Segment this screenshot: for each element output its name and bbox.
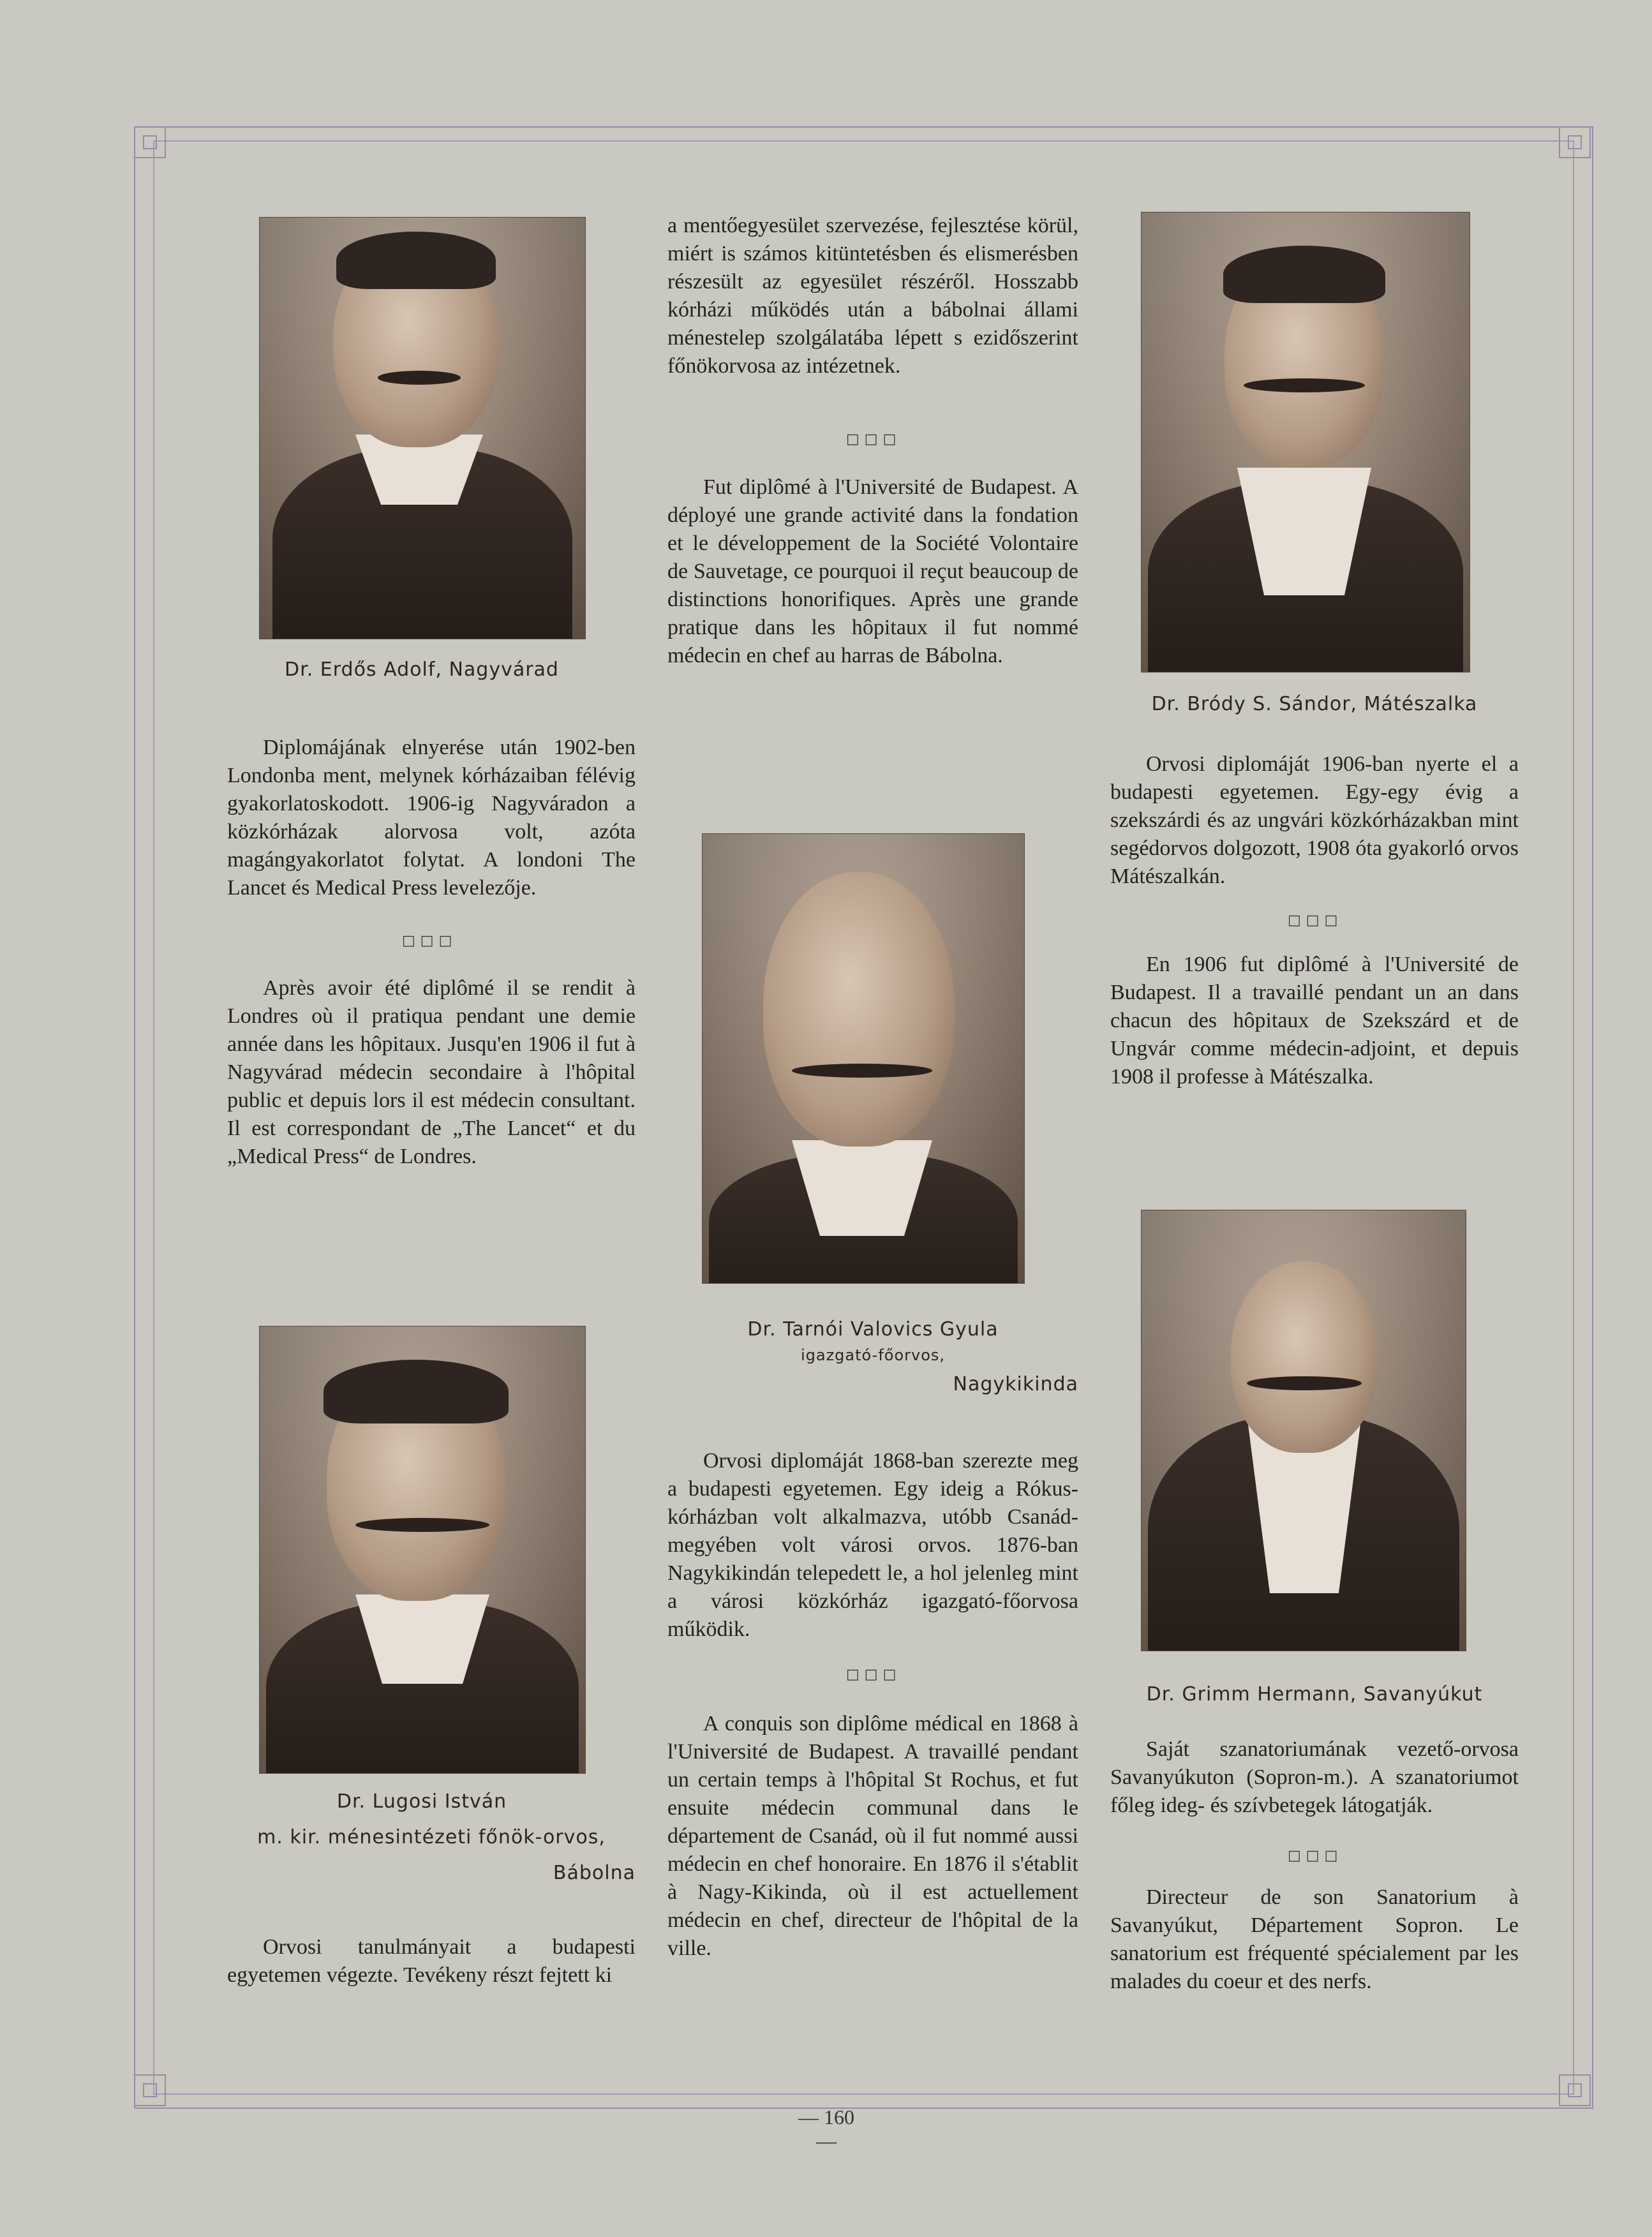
frame-corner-ornament: [134, 2074, 166, 2106]
bio-text: Saját szanatoriumának vezető-orvosa Savanyúkuton (Sopron-m.). A szanatoriumot főleg ideg- és szívbetegek látogatják.: [1110, 1737, 1519, 1817]
caption-erdos: Dr. Erdős Adolf, Nagyvárad: [285, 658, 559, 681]
bio-grimm-fr: [1110, 1884, 1519, 1996]
separator-ornament: □□□: [846, 1667, 902, 1683]
page-number: — 160 —: [798, 2106, 854, 2152]
caption-lugosi-name: Dr. Lugosi István: [336, 1790, 507, 1813]
caption-brody: Dr. Bródy S. Sándor, Mátészalka: [1151, 693, 1478, 715]
caption-lugosi-place: Bábolna: [553, 1862, 636, 1884]
frame-corner-ornament: [1559, 2074, 1591, 2106]
bio-lugosi-hu: [227, 1933, 636, 1989]
frame-corner-ornament: [1559, 126, 1591, 158]
portrait-lugosi: [259, 1326, 586, 1774]
bio-text: A conquis son diplôme médical en 1868 à l'Université de Budapest. A travaillé pendant un certain temps à l'hôpital St Rochus, et fut ensuite médecin communal dans le département de Csanád, où il fut nommé aussi médecin en chef honoraire. En 1876 il s'établit à Nagy-Kikinda, où il est actuellement médecin en chef, directeur de l'hôpital de la ville.: [667, 1712, 1078, 1960]
caption-grimm: Dr. Grimm Hermann, Savanyúkut: [1146, 1683, 1483, 1706]
bio-text: Orvosi diplomáját 1906-ban nyerte el a budapesti egyetemen. Egy-egy évig a szekszárdi és az ungvári közkórházakban mint segédorvos dolgozott, 1908 óta gyakorló orvos Mátészalkán.: [1110, 752, 1519, 888]
bio-text: Diplomájának elnyerése után 1902-ben Londonba ment, melynek kórházaiban félévig gyakorlatoskodott. 1906-ig Nagyváradon a közkórházak alorvosa volt, azóta magángyakorlatot folytat. A londoni The Lancet és Medical Press levelezője.: [227, 736, 636, 900]
bio-lugosi-hu-continued: a mentőegyesület szervezése, fejlesztése körül, miért is számos kitüntetésben és elismerésben részesült az egyesület részéről. Hosszabb kórházi működés után a bábolnai állami ménestelep szolgálatába lépett s ezidőszerint főnökorvosa az intézetnek.: [667, 214, 1078, 378]
portrait-brody: [1141, 212, 1470, 673]
frame-corner-ornament: [134, 126, 166, 158]
bio-brody-hu: [1110, 750, 1519, 891]
portrait-erdos: [259, 217, 586, 639]
bio-text: Directeur de son Sanatorium à Savanyúkut, Département Sopron. Le sanatorium est fréquenté spécialement par les malades du coeur et des nerfs.: [1110, 1885, 1519, 1993]
caption-tarnoi-title: igazgató-főorvos,: [800, 1346, 946, 1364]
separator-ornament: □□□: [1288, 912, 1343, 928]
bio-text: Fut diplômé à l'Université de Budapest. A déployé une grande activité dans la fondation et le développement de la Société Volontaire de Sauvetage, ce pourquoi il reçut beaucoup de distinctions honorifiques. Après une grande pratique dans les hôpitaux il fut nommé médecin en chef au harras de Bábolna.: [667, 475, 1078, 667]
bio-grimm-hu: [1110, 1735, 1519, 1820]
separator-ornament: □□□: [846, 431, 902, 447]
bio-text: Orvosi tanulmányait a budapesti egyetemen végezte. Tevékeny részt fejtett ki: [227, 1935, 636, 1987]
bio-erdos-hu: [227, 734, 636, 902]
caption-lugosi-title: m. kir. ménesintézeti főnök-orvos,: [257, 1826, 606, 1848]
bio-text: Après avoir été diplômé il se rendit à Londres où il pratiqua pendant une demie année dans les hôpitaux. Jusqu'en 1906 il fut à Nagyvárad médecin secondaire à l'hôpital public et depuis lors il est médecin consultant. Il est correspondant de „The Lancet“ et du „Medical Press“ de Londres.: [227, 976, 636, 1168]
bio-tarnoi-fr: [667, 1710, 1078, 1963]
bio-text: Orvosi diplomáját 1868-ban szerezte meg a budapesti egyetemen. Egy ideig a Rókus-kórházban volt alkalmazva, utóbb Csanád-megyében volt városi orvos. 1876-ban Nagykikindán telepedett le, a hol jelenleg mint a városi közkórház igazgató-főorvosa működik.: [667, 1449, 1078, 1641]
bio-erdos-fr: [227, 974, 636, 1171]
bio-tarnoi-hu: [667, 1447, 1078, 1644]
caption-tarnoi-place: Nagykikinda: [953, 1373, 1078, 1395]
bio-brody-fr: [1110, 951, 1519, 1091]
caption-tarnoi-name: Dr. Tarnói Valovics Gyula: [747, 1318, 999, 1341]
portrait-tarnoi-valovics: [702, 833, 1025, 1284]
separator-ornament: □□□: [402, 933, 458, 949]
portrait-grimm: [1141, 1210, 1466, 1651]
bio-lugosi-fr: [667, 473, 1078, 670]
bio-text: En 1906 fut diplômé à l'Université de Budapest. Il a travaillé pendant un an dans chacun des hôpitaux de Szekszárd et de Ungvár comme médecin-adjoint, et depuis 1908 il professe à Mátészalka.: [1110, 953, 1519, 1089]
separator-ornament: □□□: [1288, 1848, 1343, 1864]
